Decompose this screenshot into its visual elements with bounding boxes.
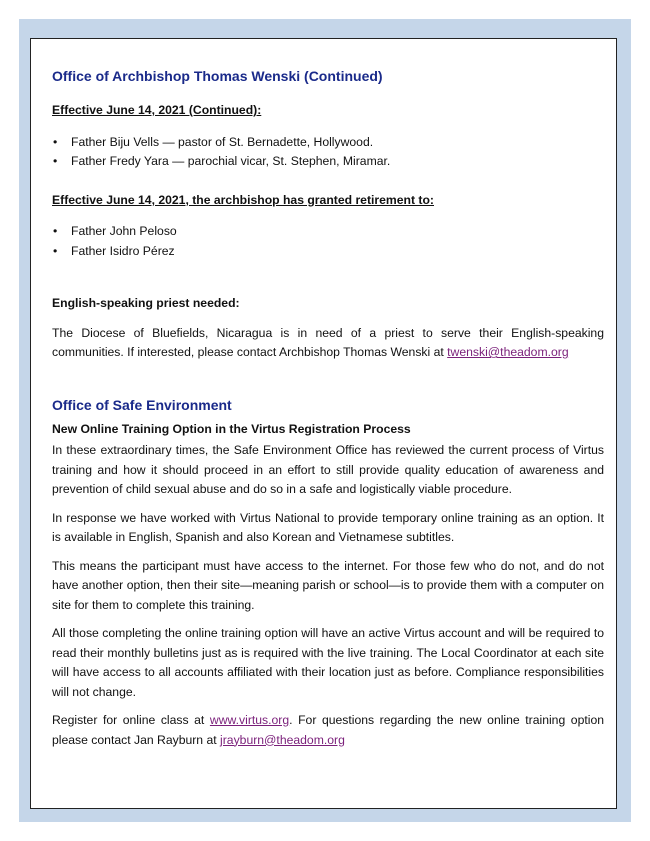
list-item: • Father John Peloso: [52, 222, 604, 242]
list-item: • Father Fredy Yara — parochial vicar, St. Stephen, Miramar.: [52, 152, 604, 172]
retirement-heading: Effective June 14, 2021, the archbishop has granted retirement to:: [52, 192, 434, 207]
virtus-link[interactable]: www.virtus.org: [209, 713, 290, 727]
priest-needed-text: The Diocese of Bluefields, Nicaragua is in need of a priest to serve their English-speaking communities. If interested, please contact Archbishop Thomas Wenski at: [52, 325, 604, 359]
bulletin-page: [30, 38, 617, 809]
paragraph-4: All those completing the online training option will have an active Virtus account and will be required to read their monthly bulletins just as is required with the live training. The Local Coordinator at each site will have access to all accounts affiliated with their location just as before. Compliance responsibilities will not change.: [52, 626, 604, 699]
questions-text: . For questions regarding the new online training option please contact Jan Rayburn at: [52, 713, 605, 747]
retirement-list: [52, 222, 604, 261]
paragraph-3: This means the participant must have access to the internet. For those few who do not, and do not have another option, then their site—meaning parish or school—is to provide them with a computer on site for them to complete this training.: [52, 558, 604, 612]
twenski-email-link[interactable]: twenski@theadom.org: [447, 345, 569, 359]
list-item: • Father Biju Vells — pastor of St. Bernadette, Hollywood.: [52, 133, 604, 153]
effective-date-heading: Effective June 14, 2021 (Continued):: [52, 103, 262, 117]
archbishop-office-heading: Office of Archbishop Thomas Wenski (Continued): [52, 68, 383, 84]
priest-needed-paragraph: [52, 324, 604, 363]
appointments-list: [52, 133, 604, 172]
page-content: [52, 66, 604, 750]
online-training-subheading: New Online Training Option in the Virtus Registration Process: [52, 421, 411, 436]
safe-environment-heading: Office of Safe Environment: [52, 396, 232, 413]
paragraph-5: [52, 711, 604, 750]
priest-needed-heading: English-speaking priest needed:: [52, 296, 240, 310]
paragraph-2: In response we have worked with Virtus National to provide temporary online training as an option. It is available in English, Spanish and also Korean and Vietnamese subtitles.: [52, 510, 604, 544]
jrayburn-email-link[interactable]: jrayburn@theadom.org: [220, 732, 345, 747]
list-item: • Father Isidro Pérez: [52, 242, 604, 262]
register-text: Register for online class at: [52, 713, 205, 727]
paragraph-1: In these extraordinary times, the Safe Environment Office has reviewed the current process of Virtus training and how it should proceed in an effort to still provide quality education of awareness and prevention of child sexual abuse and do so in a safe and logistically viable procedure.: [52, 443, 604, 496]
